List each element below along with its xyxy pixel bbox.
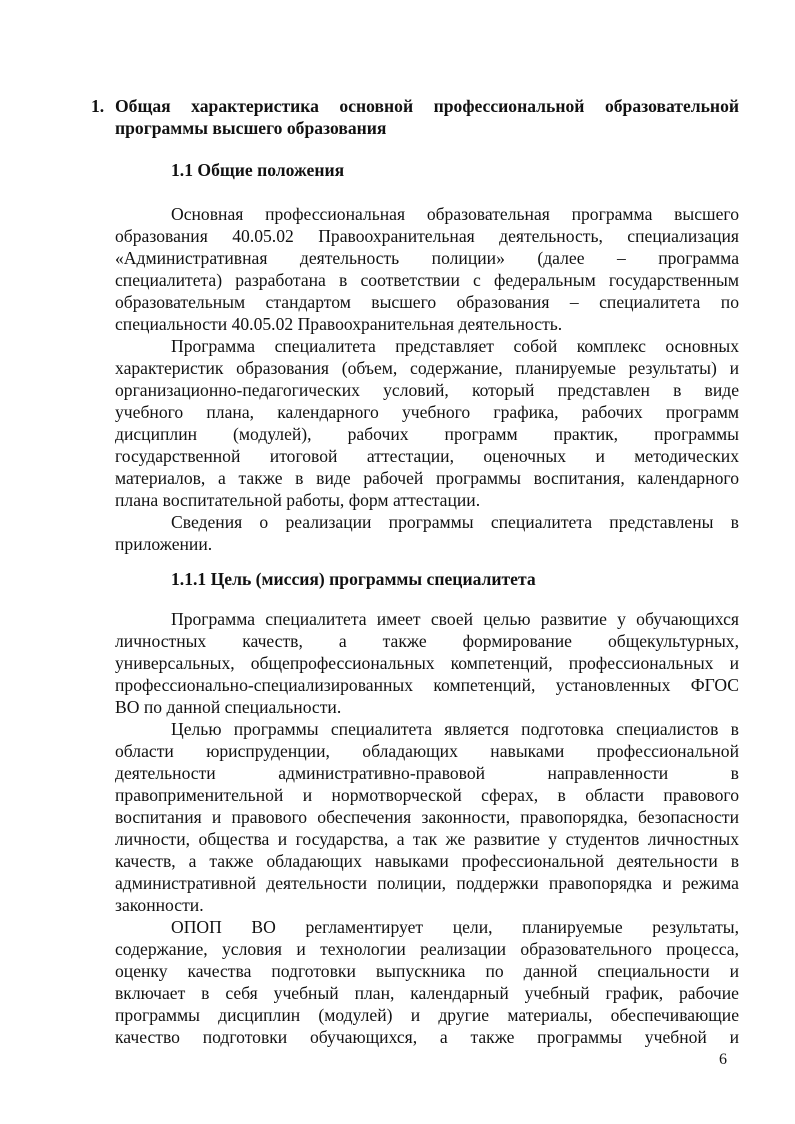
paragraph-line: Целью программы специалитета является подготовка специалистов в [171,719,739,739]
paragraph-line: воспитания и правового обеспечения законности, правопорядка, безопасности [115,807,739,827]
paragraph-line: личности, общества и государства, а так же развитие у студентов личностных [115,829,739,849]
paragraph-line: содержание, условия и технологии реализации образовательного процесса, [115,939,739,959]
paragraph-line: образовательным стандартом высшего образования – специалитета по [115,292,739,312]
paragraph-line: оценку качества подготовки выпускника по данной специальности и [115,961,739,981]
paragraph-line: материалов, а также в виде рабочей программы воспитания, календарного [115,468,739,488]
page-number: 6 [719,1051,727,1068]
paragraph-line: качеств, а также обладающих навыками профессиональной деятельности в [115,851,739,871]
section-1-1-1-title: 1.1.1 Цель (миссия) программы специалитета [171,569,536,589]
paragraph-line: Программа специалитета представляет собой комплекс основных [171,336,739,356]
paragraph-line: «Административная деятельность полиции» (далее – программа [115,248,739,268]
paragraph-line: правоприменительной и нормотворческой сферах, в области правового [115,785,739,805]
paragraph-line: характеристик образования (объем, содержание, планируемые результаты) и [115,358,739,378]
paragraph-line: приложении. [115,534,213,554]
paragraph-line: области юриспруденции, обладающих навыками профессиональной [115,741,739,761]
paragraph-line: универсальных, общепрофессиональных компетенций, профессиональных и [115,653,739,673]
paragraph-line: административной деятельности полиции, поддержки правопорядка и режима [115,873,739,893]
heading-1-line: Общая характеристика основной профессиональной образовательной [115,96,739,116]
paragraph-line: плана воспитательной работы, форм аттестации. [115,490,481,510]
paragraph-line: специалитета) разработана в соответствии с федеральным государственным [115,270,739,290]
paragraph-line: образования 40.05.02 Правоохранительная деятельность, специализация [115,226,739,246]
paragraph-line: Основная профессиональная образовательная программа высшего [171,204,739,224]
paragraph-line: Сведения о реализации программы специалитета представлены в [171,512,739,532]
heading-1-line: программы высшего образования [115,118,387,138]
paragraph-line: дисциплин (модулей), рабочих программ практик, программы [115,424,739,444]
paragraph-line: программы дисциплин (модулей) и другие материалы, обеспечивающие [115,1005,739,1025]
paragraph-line: организационно-педагогических условий, который представлен в виде [115,380,739,400]
paragraph-line: учебного плана, календарного учебного графика, рабочих программ [115,402,739,422]
heading-1-number: 1. [91,96,105,116]
paragraph-line: государственной итоговой аттестации, оценочных и методических [115,446,739,466]
paragraph-line: профессионально-специализированных компетенций, установленных ФГОС [115,675,739,695]
paragraph-line: деятельности административно-правовой направленности в [115,763,739,783]
paragraph-line: специальности 40.05.02 Правоохранительная деятельность. [115,314,563,334]
paragraph-line: ВО по данной специальности. [115,697,342,717]
paragraph-line: включает в себя учебный план, календарный учебный график, рабочие [115,983,739,1003]
section-1-1-title: 1.1 Общие положения [171,160,345,180]
paragraph-line: Программа специалитета имеет своей целью развитие у обучающихся [171,609,739,629]
paragraph-line: личностных качеств, а также формирование общекультурных, [115,631,739,651]
paragraph-line: качество подготовки обучающихся, а также программы учебной и [115,1027,739,1047]
paragraph-line: ОПОП ВО регламентирует цели, планируемые результаты, [171,917,739,937]
paragraph-line: законности. [115,895,204,915]
